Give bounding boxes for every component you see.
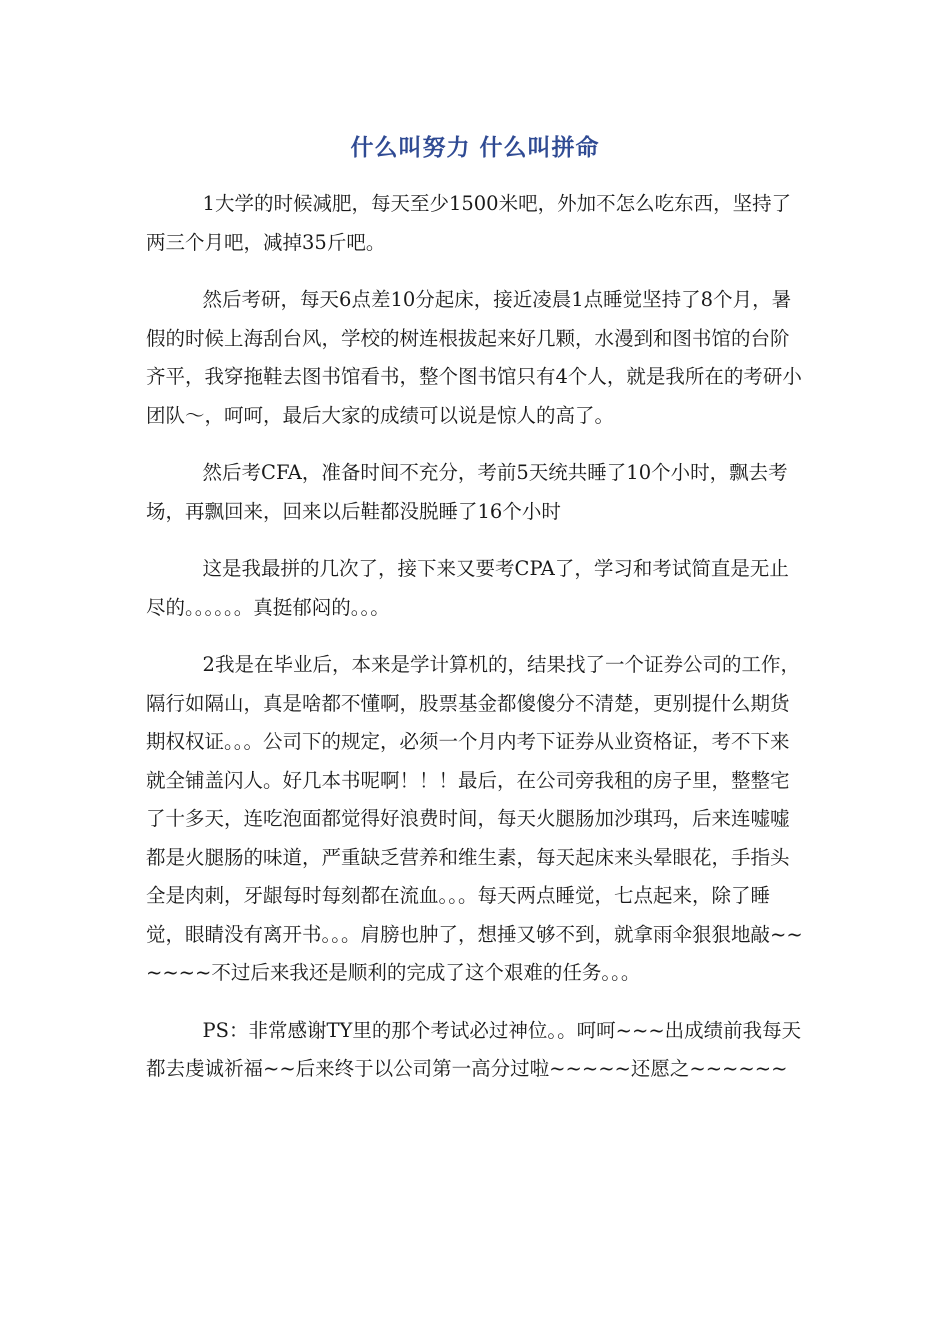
paragraph-1: 1大学的时候减肥，每天至少1500米吧，外加不怎么吃东西，坚持了两三个月吧，减掉35斤吧。 [146, 192, 792, 254]
document-body [146, 185, 808, 1108]
paragraph-5: 2我是在毕业后，本来是学计算机的，结果找了一个证券公司的工作，隔行如隔山，真是啥都不懂啊，股票基金都傻傻分不清楚，更别提什么期货期权权证。。。公司下的规定，必须一个月内考下证券从业资格证，考不下来就全铺盖闪人。好几本书呢啊！！！最后，在公司旁我租的房子里，整整宅了十多天，连吃泡面都觉得好浪费时间，每天火腿肠加沙琪玛，后来连嘘嘘都是火腿肠的味道，严重缺乏营养和维生素，每天起床来头晕眼花，手指头全是肉刺，牙龈每时每刻都在流血。。。每天两点睡觉，七点起来，除了睡觉，眼睛没有离开书。。。肩膀也肿了，想捶又够不到，就拿雨伞狠狠地敲~~~~~~不过后来我还是顺利的完成了这个艰难的任务。。。 [146, 653, 803, 984]
paragraph-3: 然后考CFA，准备时间不充分，考前5天统共睡了10个小时，飘去考场，再飘回来，回来以后鞋都没脱睡了16个小时 [146, 461, 788, 523]
paragraph-2: 然后考研，每天6点差10分起床，接近凌晨1点睡觉坚持了8个月，暑假的时候上海刮台风，学校的树连根拔起来好几颗，水漫到和图书馆的台阶齐平，我穿拖鞋去图书馆看书，整个图书馆只有4个人，就是我所在的考研小团队～，呵呵，最后大家的成绩可以说是惊人的高了。 [146, 288, 802, 427]
paragraph-4: 这是我最拼的几次了，接下来又要考CPA了，学习和考试简直是无止尽的。。。。。。真挺郁闷的。。。 [146, 557, 789, 619]
paragraph-6: PS：非常感谢TY里的那个考试必过神位。。呵呵~~~出成绩前我每天都去虔诚祈福~~后来终于以公司第一高分过啦~~~~~还愿之~~~~~~ [146, 1018, 802, 1080]
document-title: 什么叫努力 什么叫拼命 [350, 135, 600, 161]
